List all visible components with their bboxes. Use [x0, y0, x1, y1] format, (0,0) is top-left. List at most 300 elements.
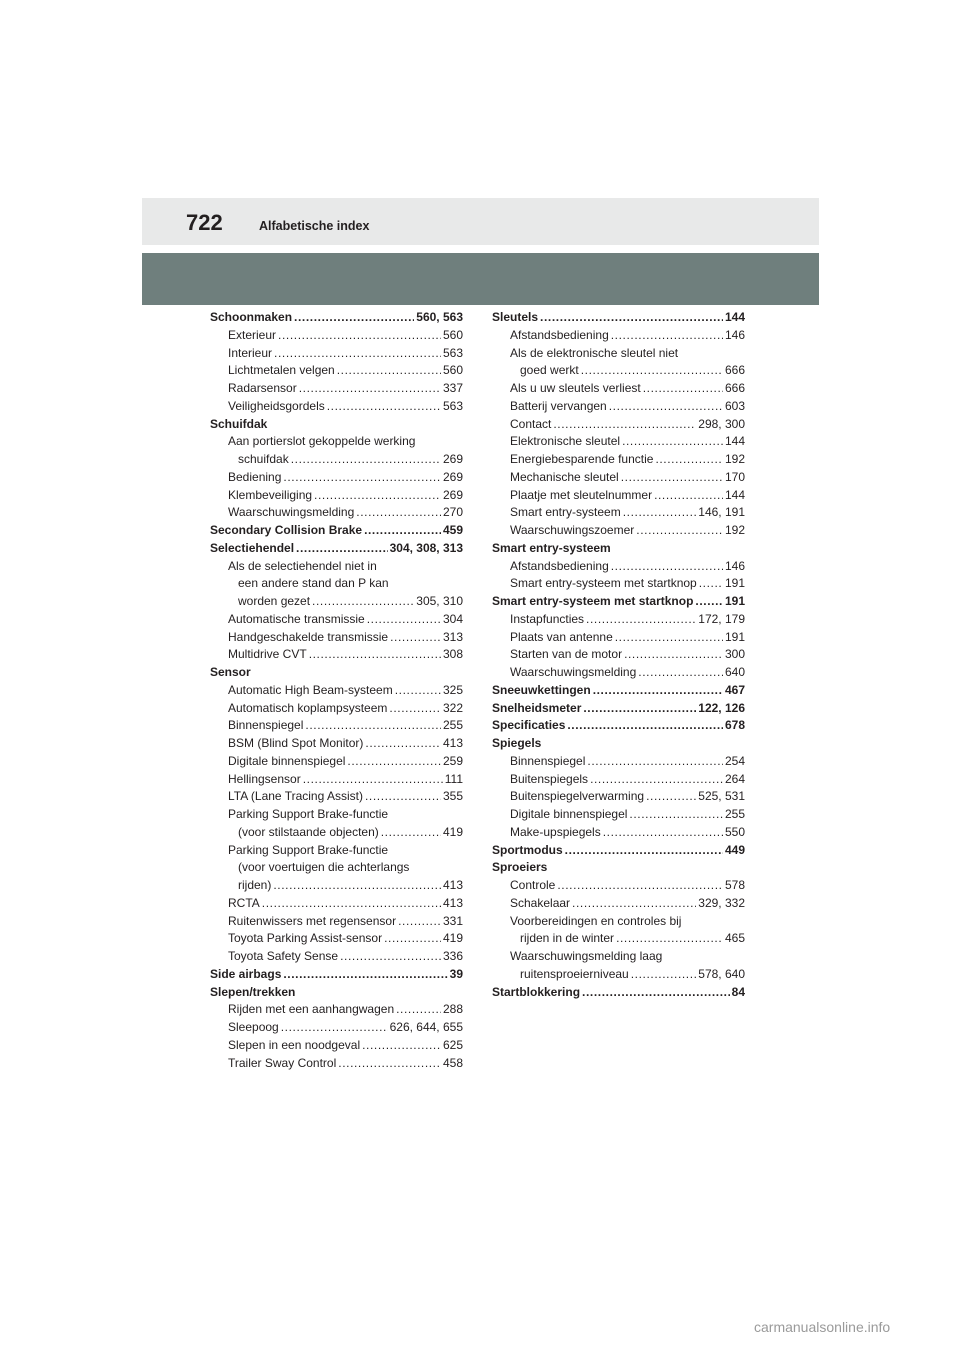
entry-text: Digitale binnenspiegel	[510, 807, 628, 821]
index-subentry	[210, 629, 463, 647]
index-subentry	[492, 611, 745, 629]
entry-text: Spiegels	[492, 736, 542, 750]
entry-text: Waarschuwingsmelding	[510, 665, 637, 679]
page-ref[interactable]: 192	[724, 452, 745, 466]
dot-leader	[611, 558, 723, 576]
dot-leader	[384, 930, 441, 948]
index-subentry	[210, 895, 463, 913]
dot-leader	[586, 611, 696, 629]
entry-text: rijden in de winter	[520, 931, 615, 946]
index-heading	[492, 593, 745, 611]
dot-leader	[636, 522, 723, 540]
page-ref[interactable]: 419	[442, 931, 463, 946]
entry-text: Sproeiers	[492, 860, 548, 875]
index-subentry	[210, 504, 463, 522]
entry-text: LTA (Lane Tracing Assist)	[228, 789, 363, 804]
dot-leader	[629, 806, 723, 824]
page-number: 722	[186, 210, 223, 235]
index-subentry	[210, 487, 463, 505]
page-ref[interactable]: 355	[442, 789, 463, 804]
index-heading	[210, 416, 463, 434]
header-band	[142, 253, 819, 305]
index-subentry	[492, 522, 745, 540]
index-subentry	[210, 753, 463, 771]
page-ref[interactable]: 603	[724, 398, 745, 413]
entry-text: Smart entry-systeem	[510, 505, 621, 520]
page-ref[interactable]: 666	[724, 381, 745, 395]
dot-leader	[646, 788, 696, 806]
index-subentry	[492, 771, 745, 789]
dot-leader	[557, 877, 723, 895]
dot-leader	[314, 487, 441, 505]
index-subentry	[492, 895, 745, 913]
entry-text: Lichtmetalen velgen	[228, 363, 335, 378]
index-subentry	[210, 380, 463, 398]
index-subentry	[210, 327, 463, 345]
dot-leader	[281, 1019, 388, 1037]
dot-leader	[572, 895, 696, 913]
entry-text: Elektronische sleutel	[510, 434, 621, 449]
entry-text: Digitale binnenspiegel	[228, 753, 346, 768]
entry-text: Waarschuwingsmelding laag	[510, 949, 663, 963]
index-heading	[492, 717, 745, 735]
dot-leader	[583, 700, 696, 718]
index-subentry	[492, 664, 745, 682]
index-heading	[492, 842, 745, 860]
index-column-left	[210, 309, 463, 1072]
index-subentry	[492, 451, 745, 469]
entry-text: Schoonmaken	[210, 310, 293, 324]
page-ref[interactable]: 122, 126	[698, 700, 745, 715]
page-ref[interactable]: 578, 640	[698, 966, 745, 981]
entry-text: Sneeuwkettingen	[492, 682, 591, 697]
index-subentry	[210, 1055, 463, 1073]
page-ref[interactable]: 560, 563	[416, 310, 463, 324]
entry-text: Binnenspiegel	[228, 718, 304, 733]
dot-leader	[299, 380, 441, 398]
index-subentry	[492, 487, 745, 505]
index-subentry	[492, 380, 745, 398]
dot-leader	[396, 1001, 441, 1019]
entry-text: Voorbereidingen en controles bij	[510, 913, 682, 928]
index-heading	[492, 682, 745, 700]
dot-leader	[365, 735, 441, 753]
index-subentry	[210, 806, 463, 824]
index-subentry	[210, 558, 463, 576]
dot-leader	[294, 309, 414, 327]
entry-text: Binnenspiegel	[510, 753, 586, 768]
dot-leader	[540, 309, 723, 327]
page-ref[interactable]: 325	[442, 682, 463, 697]
dot-leader	[305, 717, 441, 735]
index-subentry	[492, 558, 745, 576]
entry-text: Parking Support Brake-functie	[228, 842, 389, 857]
entry-text: Instapfuncties	[510, 611, 585, 626]
dot-leader	[347, 753, 441, 771]
index-heading	[210, 966, 463, 984]
page-ref[interactable]: 449	[724, 842, 745, 857]
page-ref[interactable]: 259	[442, 753, 463, 768]
entry-text: Mechanische sleutel	[510, 469, 619, 484]
index-subentry	[492, 788, 745, 806]
page-ref[interactable]: 269	[442, 469, 463, 484]
dot-leader	[622, 433, 723, 451]
entry-text: RCTA	[228, 895, 260, 910]
index-subentry	[210, 575, 463, 593]
index-subentry	[210, 824, 463, 842]
index-subentry	[210, 593, 463, 611]
dot-leader	[283, 966, 447, 984]
page-ref[interactable]: 146	[724, 558, 745, 573]
entry-text: Aan portierslot gekoppelde werking	[228, 434, 416, 449]
page-ref[interactable]: 560	[442, 363, 463, 378]
index-subentry	[210, 930, 463, 948]
index-heading	[210, 309, 463, 327]
index-heading	[210, 540, 463, 558]
entry-text: Slepen/trekken	[210, 984, 296, 999]
page-ref[interactable]: 146, 191	[698, 505, 745, 520]
entry-text: Secondary Collision Brake	[210, 523, 363, 537]
index-subentry	[210, 469, 463, 487]
index-subentry	[492, 966, 745, 984]
entry-text: Handgeschakelde transmissie	[228, 629, 389, 644]
entry-text: Selectiehendel	[210, 540, 295, 555]
page-ref[interactable]: 269	[442, 487, 463, 502]
index-subentry	[210, 611, 463, 629]
index-subentry	[492, 504, 745, 522]
entry-text: Smart entry-systeem met startknop	[492, 594, 694, 608]
page-ref[interactable]: 192	[724, 523, 745, 537]
dot-leader	[312, 593, 414, 611]
index-subentry	[492, 433, 745, 451]
dot-leader	[655, 451, 723, 469]
page-ref[interactable]: 329, 332	[698, 895, 745, 910]
dot-leader	[262, 895, 441, 913]
page-ref[interactable]: 305, 310	[416, 594, 463, 608]
page-ref[interactable]: 640	[724, 665, 745, 679]
entry-text: Automatisch koplampsysteem	[228, 700, 388, 715]
entry-text: goed werkt	[520, 363, 579, 378]
page-ref[interactable]: 144	[724, 487, 745, 502]
page-ref[interactable]: 255	[442, 718, 463, 733]
entry-text: Controle	[510, 878, 556, 892]
page-ref[interactable]: 467	[724, 682, 745, 697]
entry-text: een andere stand dan P kan	[238, 576, 389, 591]
entry-text: Toyota Parking Assist-sensor	[228, 931, 383, 946]
entry-text: Afstandsbediening	[510, 558, 609, 573]
entry-text: Schakelaar	[510, 895, 571, 910]
page-ref[interactable]: 304, 308, 313	[389, 540, 463, 555]
dot-leader	[283, 469, 441, 487]
dot-leader	[553, 416, 696, 434]
page-ref[interactable]: 413	[442, 736, 463, 750]
dot-leader	[278, 327, 441, 345]
entry-text: Sensor	[210, 665, 251, 679]
index-subentry	[210, 451, 463, 469]
page-ref[interactable]: 336	[442, 949, 463, 963]
page-ref[interactable]: 550	[724, 824, 745, 839]
page-ref[interactable]: 172, 179	[698, 611, 745, 626]
dot-leader	[565, 842, 723, 860]
index-subentry	[210, 1019, 463, 1037]
entry-text: Specificaties	[492, 718, 566, 733]
page-ref[interactable]: 560	[442, 327, 463, 342]
dot-leader	[587, 753, 723, 771]
entry-text: Multidrive CVT	[228, 647, 307, 662]
dot-leader	[367, 611, 441, 629]
page-ref[interactable]: 413	[442, 878, 463, 892]
page-ref[interactable]: 298, 300	[698, 416, 745, 431]
page-ref[interactable]: 269	[442, 452, 463, 466]
dot-leader	[340, 948, 441, 966]
dot-leader	[603, 824, 723, 842]
dot-leader	[590, 771, 723, 789]
entry-text: Exterieur	[228, 327, 277, 342]
index-subentry	[210, 700, 463, 718]
page-ref[interactable]: 458	[442, 1055, 463, 1070]
dot-leader	[389, 700, 441, 718]
entry-text: Plaatje met sleutelnummer	[510, 487, 653, 502]
dot-leader	[364, 522, 441, 540]
index-heading	[210, 664, 463, 682]
page-ref[interactable]: 144	[724, 310, 745, 324]
dot-leader	[567, 717, 723, 735]
entry-text: Sportmodus	[492, 842, 563, 857]
index-subentry	[492, 948, 745, 966]
dot-leader	[624, 646, 723, 664]
entry-text: Afstandsbediening	[510, 327, 609, 342]
page-ref[interactable]: 322	[442, 700, 463, 715]
entry-text: Als de selectiehendel niet in	[228, 558, 377, 573]
entry-text: Toyota Safety Sense	[228, 949, 339, 963]
entry-text: worden gezet	[238, 594, 311, 608]
page-ref[interactable]: 264	[724, 771, 745, 786]
page-ref[interactable]: 39	[449, 966, 463, 981]
index-subentry	[210, 682, 463, 700]
entry-text: (voor voertuigen die achterlangs	[238, 860, 410, 875]
entry-text: Smart entry-systeem	[492, 540, 611, 555]
entry-text: rijden)	[238, 878, 272, 892]
entry-text: Slepen in een noodgeval	[228, 1037, 361, 1052]
entry-text: Side airbags	[210, 966, 282, 981]
page-ref[interactable]: 111	[444, 771, 463, 786]
index-heading	[210, 522, 463, 540]
entry-text: Buitenspiegelverwarming	[510, 789, 645, 804]
page-ref[interactable]: 563	[442, 345, 463, 360]
page-ref[interactable]: 191	[724, 594, 745, 608]
index-subentry	[492, 469, 745, 487]
entry-text: Automatische transmissie	[228, 611, 365, 626]
dot-leader	[362, 1037, 441, 1055]
page-ref[interactable]: 191	[724, 576, 745, 591]
entry-text: Snelheidsmeter	[492, 700, 582, 715]
entry-text: Plaats van antenne	[510, 629, 613, 644]
page-ref[interactable]: 419	[442, 824, 463, 839]
index-subentry	[492, 629, 745, 647]
page-ref[interactable]: 465	[724, 931, 745, 946]
index-subentry	[492, 362, 745, 380]
entry-text: Parking Support Brake-functie	[228, 807, 389, 821]
dot-leader	[395, 682, 441, 700]
index-subentry	[210, 788, 463, 806]
page-ref[interactable]: 625	[442, 1037, 463, 1052]
index-subentry	[492, 398, 745, 416]
index-subentry	[492, 575, 745, 593]
page-ref[interactable]: 191	[724, 629, 745, 644]
page-ref[interactable]: 254	[724, 753, 745, 768]
page-ref[interactable]: 626, 644, 655	[389, 1020, 463, 1034]
dot-leader	[338, 1055, 441, 1073]
dot-leader	[296, 540, 388, 558]
dot-leader	[309, 646, 441, 664]
entry-text: Schuifdak	[210, 416, 268, 431]
index-heading	[492, 540, 745, 558]
entry-text: Sleepoog	[228, 1020, 279, 1034]
index-subentry	[210, 717, 463, 735]
entry-text: Rijden met een aanhangwagen	[228, 1002, 395, 1017]
dot-leader	[638, 664, 723, 682]
page-ref[interactable]: 288	[442, 1002, 463, 1017]
dot-leader	[695, 593, 723, 611]
index-subentry	[492, 416, 745, 434]
dot-leader	[609, 398, 723, 416]
dot-leader	[273, 877, 441, 895]
dot-leader	[623, 504, 697, 522]
page-ref[interactable]: 308	[442, 647, 463, 662]
entry-text: Smart entry-systeem met startknop	[510, 576, 697, 591]
section-title: Alfabetische index	[259, 219, 370, 233]
page-ref[interactable]: 255	[724, 807, 745, 821]
dot-leader	[381, 824, 441, 842]
index-subentry	[210, 877, 463, 895]
entry-text: Bediening	[228, 469, 282, 484]
page-ref[interactable]: 525, 531	[698, 789, 745, 804]
dot-leader	[616, 930, 723, 948]
page-ref[interactable]: 304	[442, 611, 463, 626]
index-subentry	[210, 913, 463, 931]
entry-text: Energiebesparende functie	[510, 452, 654, 466]
index-subentry	[492, 930, 745, 948]
entry-text: Trailer Sway Control	[228, 1055, 337, 1070]
page-ref[interactable]: 459	[442, 523, 463, 537]
header-bar	[142, 198, 819, 245]
index-heading	[492, 859, 745, 877]
dot-leader	[581, 362, 723, 380]
dot-leader	[699, 575, 723, 593]
dot-leader	[611, 327, 723, 345]
entry-text: Veiligheidsgordels	[228, 398, 325, 413]
page-ref[interactable]: 300	[724, 647, 745, 662]
entry-text: Interieur	[228, 345, 273, 360]
page-ref[interactable]: 413	[442, 895, 463, 910]
index-heading	[492, 700, 745, 718]
dot-leader	[327, 398, 441, 416]
entry-text: Waarschuwingsmelding	[228, 505, 355, 520]
entry-text: Buitenspiegels	[510, 771, 589, 786]
dot-leader	[337, 362, 441, 380]
index-subentry	[210, 1001, 463, 1019]
index-subentry	[210, 433, 463, 451]
entry-text: Starten van de motor	[510, 647, 623, 662]
page-ref[interactable]: 270	[442, 505, 463, 520]
dot-leader	[303, 771, 443, 789]
dot-leader	[291, 451, 441, 469]
page-ref[interactable]: 678	[724, 718, 745, 733]
entry-text: Als de elektronische sleutel niet	[510, 345, 679, 360]
index-heading	[210, 984, 463, 1002]
entry-text: Hellingsensor	[228, 771, 301, 786]
entry-text: schuifdak	[238, 452, 289, 466]
index-heading	[492, 735, 745, 753]
index-subentry	[210, 398, 463, 416]
page-ref[interactable]: 84	[731, 984, 745, 999]
dot-leader	[593, 682, 723, 700]
index-subentry	[210, 948, 463, 966]
index-subentry	[492, 913, 745, 931]
entry-text: ruitensproeierniveau	[520, 966, 629, 981]
page-ref[interactable]: 170	[724, 469, 745, 484]
index-subentry	[492, 327, 745, 345]
index-subentry	[210, 345, 463, 363]
dot-leader	[390, 629, 441, 647]
entry-text: Batterij vervangen	[510, 398, 607, 413]
index-subentry	[210, 1037, 463, 1055]
index-subentry	[492, 806, 745, 824]
index-subentry	[210, 842, 463, 860]
entry-text: Make-upspiegels	[510, 824, 601, 839]
dot-leader	[621, 469, 723, 487]
dot-leader	[274, 345, 441, 363]
index-subentry	[492, 824, 745, 842]
entry-text: Ruitenwissers met regensensor	[228, 913, 397, 928]
index-heading	[492, 984, 745, 1002]
dot-leader	[615, 629, 723, 647]
index-subentry	[210, 859, 463, 877]
index-subentry	[492, 646, 745, 664]
index-subentry	[492, 345, 745, 363]
entry-text: Radarsensor	[228, 381, 297, 395]
dot-leader	[654, 487, 723, 505]
index-subentry	[210, 735, 463, 753]
dot-leader	[398, 913, 441, 931]
index-heading	[492, 309, 745, 327]
entry-text: Contact	[510, 416, 552, 431]
dot-leader	[631, 966, 697, 984]
dot-leader	[643, 380, 723, 398]
entry-text: Waarschuwingszoemer	[510, 523, 635, 537]
dot-leader	[582, 984, 730, 1002]
page-ref[interactable]: 666	[724, 363, 745, 378]
page-ref[interactable]: 144	[724, 434, 745, 449]
page-ref[interactable]: 337	[442, 381, 463, 395]
page-ref[interactable]: 331	[442, 913, 463, 928]
entry-text: BSM (Blind Spot Monitor)	[228, 736, 364, 750]
watermark: carmanualsonline.info	[754, 1319, 891, 1335]
page-ref[interactable]: 563	[442, 398, 463, 413]
entry-text: Automatic High Beam-systeem	[228, 682, 393, 697]
page-ref[interactable]: 146	[724, 327, 745, 342]
entry-text: Als u uw sleutels verliest	[510, 381, 641, 395]
index-subentry	[492, 877, 745, 895]
entry-text: (voor stilstaande objecten)	[238, 824, 379, 839]
entry-text: Klembeveiliging	[228, 487, 313, 502]
index-column-right	[492, 309, 745, 1001]
entry-text: Startblokkering	[492, 984, 581, 999]
page-ref[interactable]: 313	[442, 629, 463, 644]
entry-text: Sleutels	[492, 310, 539, 324]
page-ref[interactable]: 578	[724, 878, 745, 892]
index-subentry	[492, 753, 745, 771]
